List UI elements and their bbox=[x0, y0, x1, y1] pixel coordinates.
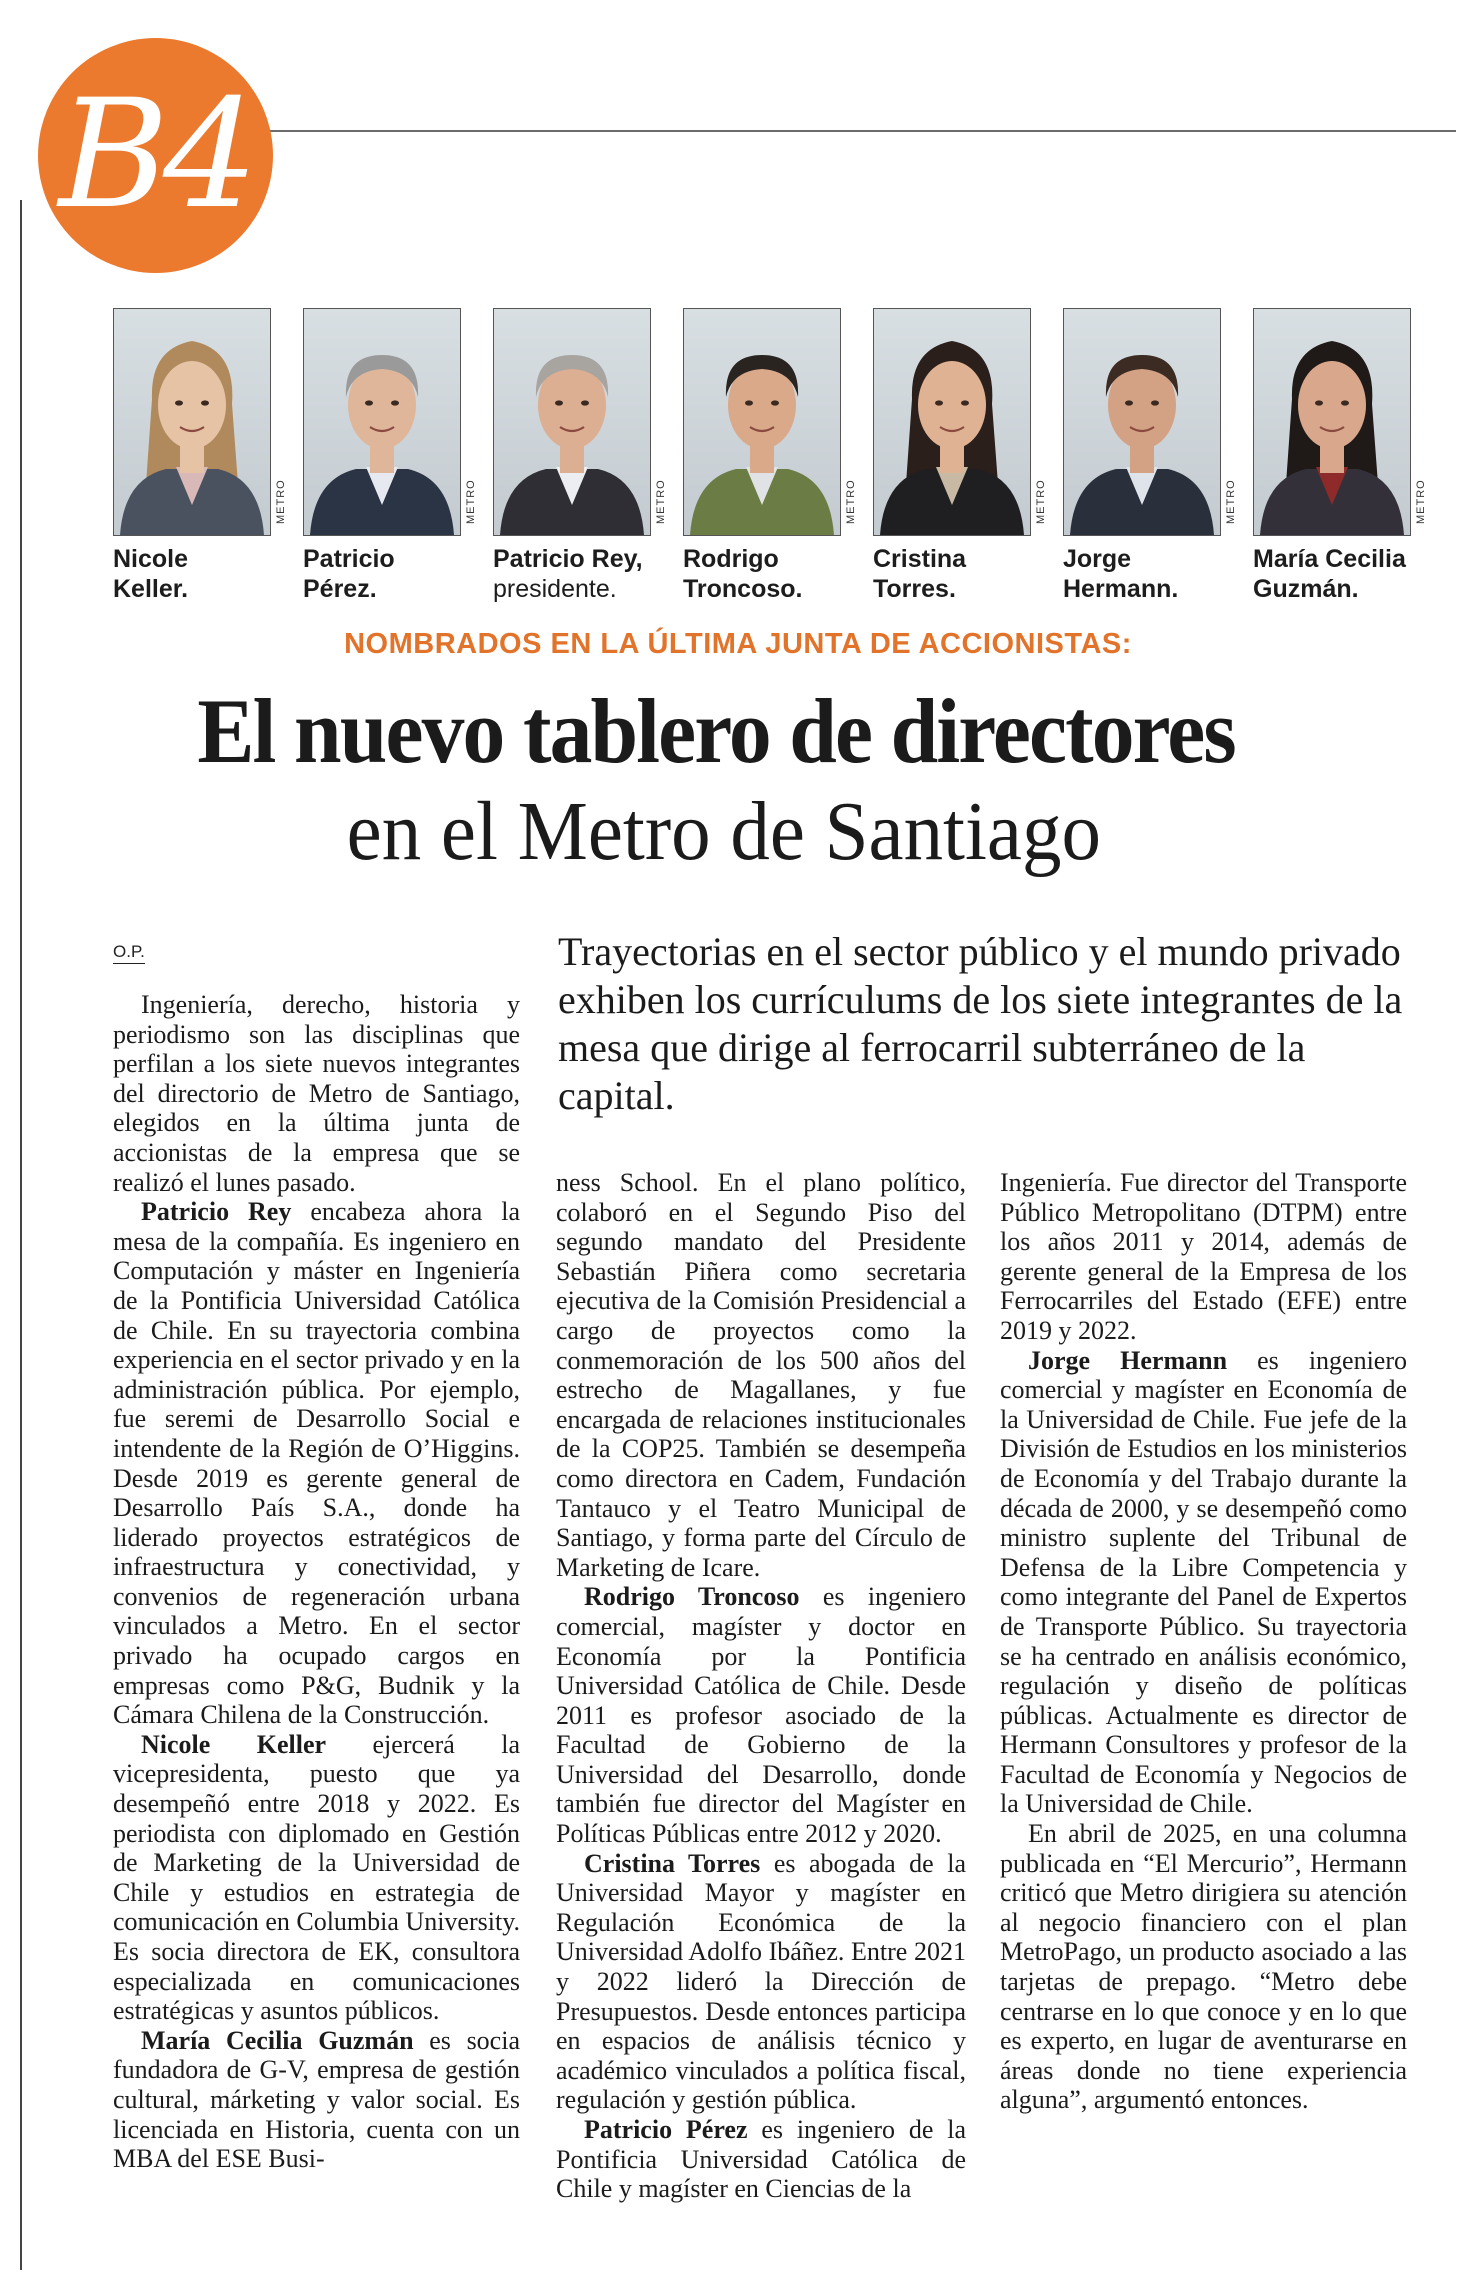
director-caption bbox=[873, 544, 1051, 604]
director-photo bbox=[683, 308, 857, 536]
director-name-line-2: Torres. bbox=[873, 575, 956, 603]
director-role: presidente. bbox=[493, 575, 617, 603]
director-photo bbox=[113, 308, 287, 536]
paragraph bbox=[113, 2026, 520, 2174]
director-photo bbox=[1253, 308, 1427, 536]
person-name: Jorge Hermann bbox=[1028, 1345, 1228, 1375]
paragraph-text: es socia fundadora de G-V, empresa de gestión cultural, márketing y valor social. Es licenciada en Historia, cuenta con un MBA del ESE Busi- bbox=[113, 2025, 520, 2174]
paragraph bbox=[556, 1582, 966, 1848]
article-column-3 bbox=[1000, 1168, 1407, 2115]
kicker: NOMBRADOS EN LA ÚLTIMA JUNTA DE ACCIONISTAS: bbox=[344, 628, 1132, 660]
director-name: Patricio Rey, bbox=[493, 545, 643, 573]
director-name: Jorge bbox=[1063, 545, 1132, 573]
director-photo bbox=[303, 308, 477, 536]
paragraph bbox=[1000, 1346, 1407, 1820]
person-name: Patricio Pérez bbox=[584, 2115, 748, 2144]
director-caption bbox=[303, 544, 481, 604]
director-card bbox=[683, 308, 861, 604]
deck-summary: Trayectorias en el sector público y el mundo privado exhiben los currículums de los siete integrantes de la mesa que dirige al ferrocarril subterráneo de la capital. bbox=[558, 929, 1403, 1118]
left-margin-rule bbox=[20, 200, 22, 2270]
paragraph-text: ejercerá la vicepresidenta, puesto que ya desempeñó entre 2018 y 2022. Es periodista con diplomado en Gestión de Marketing de la Universidad de Chile y estudios en estrategia de comunicación en Columbia University. Es socia directora de EK, consultora especializada en comunicaciones estratégicas y asuntos públicos. bbox=[113, 1729, 520, 2026]
person-name: Cristina Torres bbox=[584, 1848, 761, 1878]
paragraph: ness School. En el plano político, colaboró en el Segundo Piso del segundo mandato del Presidente Sebastián Piñera como secretaria ejecutiva de la Comisión Presidencial a cargo de proyectos como la conmemoración de los 500 años del estrecho de Magallanes, y fue encargada de relaciones institucionales de la COP25. También se desempeña como directora en Cadem, Fundación Tantauco y el Teatro Municipal de Santiago, y forma parte del Círculo de Marketing de Icare. bbox=[556, 1168, 966, 1582]
director-name: Cristina bbox=[873, 545, 967, 573]
photo-credit: METRO bbox=[845, 479, 857, 525]
paragraph-text: es ingeniero comercial y magíster en Economía de la Universidad de Chile. Fue jefe de la División de Estudios en los ministerios de Economía y del Trabajo durante la década de 2000, y se desempeñó como ministro suplente del Tribunal de Defensa de la Libre Competencia y como integrante del Panel de Expertos de Transporte Público. Su trayectoria se ha centrado en análisis económico, regulación y diseño de políticas públicas. Actualmente es director de Hermann Consultores y profesor de la Facultad de Economía y Negocios de la Universidad de Chile. bbox=[1000, 1345, 1407, 1819]
byline: O.P. bbox=[113, 942, 145, 964]
article-column-2 bbox=[556, 1168, 966, 2204]
photo-credit: METRO bbox=[465, 479, 477, 525]
paragraph-text: es ingeniero de la Pontificia Universidad Católica de Chile y magíster en Ciencias de la bbox=[556, 2115, 966, 2204]
paragraph: Ingeniería. Fue director del Transporte Público Metropolitano (DTPM) entre los años 2011 y 2014, además de gerente general de la Empresa de los Ferrocarriles del Estado (EFE) entre 2019 y 2022. bbox=[1000, 1168, 1407, 1345]
director-photo bbox=[1063, 308, 1237, 536]
header-rule bbox=[260, 130, 1456, 132]
photo-credit: METRO bbox=[1415, 479, 1427, 525]
director-caption bbox=[1063, 544, 1241, 604]
director-name-line-2: Hermann. bbox=[1063, 575, 1179, 603]
headline-line-2: en el Metro de Santiago bbox=[346, 785, 1101, 878]
page-number-badge: B4 bbox=[38, 38, 273, 273]
photo-credit: METRO bbox=[655, 479, 667, 525]
headline-line-1: El nuevo tablero de directores bbox=[197, 680, 1235, 782]
director-caption bbox=[113, 544, 291, 604]
director-card bbox=[493, 308, 671, 604]
director-name: María Cecilia bbox=[1253, 545, 1406, 573]
director-portraits bbox=[113, 308, 1427, 608]
paragraph: Ingeniería, derecho, historia y periodismo son las disciplinas que perfilan a los siete nuevos integrantes del directorio de Metro de Santiago, elegidos en la última junta de accionistas de la empresa que se realizó el lunes pasado. bbox=[113, 990, 520, 1197]
paragraph bbox=[113, 1197, 520, 1730]
director-photo bbox=[873, 308, 1047, 536]
paragraph-text: encabeza ahora la mesa de la compañía. Es ingeniero en Computación y máster en Ingeniería de la Pontificia Universidad Católica de Chile. En su trayectoria combina experiencia en el sector privado y en la administración pública. Por ejemplo, fue seremi de Desarrollo Social e intendente de la Región de O’Higgins. Desde 2019 es gerente general de Desarrollo País S.A., donde ha liderado proyectos estratégicos de infraestructura y conectividad, y convenios de regeneración urbana vinculados a Metro. En el sector privado ha ocupado cargos en empresas como P&G, Budnik y la Cámara Chilena de la Construcción. bbox=[113, 1197, 520, 1730]
director-card bbox=[873, 308, 1051, 604]
paragraph-text: es ingeniero comercial, magíster y doctor en Economía por la Pontificia Universidad Católica de Chile. Desde 2011 es profesor asociado de la Facultad de Gobierno de la Universidad del Desarrollo, donde también fue director del Magíster en Políticas Públicas entre 2012 y 2020. bbox=[556, 1582, 967, 1849]
director-caption bbox=[493, 544, 671, 604]
paragraph: En abril de 2025, en una columna publicada en “El Mercurio”, Hermann criticó que Metro dirigiera su atención al negocio financiero con el plan MetroPago, un producto asociado a las tarjetas de prepago. “Metro debe centrarse en lo que conoce y en lo que es experto, en lugar de aventurarse en áreas donde no tiene experiencia alguna”, argumentó entonces. bbox=[1000, 1819, 1407, 2115]
person-name: María Cecilia Guzmán bbox=[141, 2025, 414, 2055]
photo-credit: METRO bbox=[1035, 479, 1047, 525]
director-caption bbox=[1253, 544, 1431, 604]
person-name: Nicole Keller bbox=[141, 1729, 327, 1759]
director-caption bbox=[683, 544, 861, 604]
paragraph bbox=[113, 1730, 520, 2026]
director-card bbox=[113, 308, 291, 604]
photo-credit: METRO bbox=[275, 479, 287, 525]
paragraph-text: es abogada de la Universidad Mayor y magíster en Regulación Económica de la Universidad Adolfo Ibáñez. Entre 2021 y 2022 lideró la Dirección de Presupuestos. Desde entonces participa en espacios de análisis técnico y académico vinculados a política fiscal, regulación y gestión pública. bbox=[556, 1848, 966, 2115]
director-card bbox=[303, 308, 481, 604]
director-photo bbox=[493, 308, 667, 536]
director-card bbox=[1253, 308, 1431, 604]
director-card bbox=[1063, 308, 1241, 604]
director-name-line-2: Troncoso. bbox=[683, 575, 803, 603]
article-column-1 bbox=[113, 990, 520, 2174]
director-name: Patricio bbox=[303, 545, 395, 573]
director-name-line-2: Keller. bbox=[113, 575, 189, 603]
director-name: Rodrigo bbox=[683, 545, 779, 573]
paragraph bbox=[556, 2115, 966, 2204]
director-name-line-2: Pérez. bbox=[303, 575, 377, 603]
person-name: Patricio Rey bbox=[141, 1197, 292, 1227]
person-name: Rodrigo Troncoso bbox=[584, 1582, 800, 1612]
photo-credit: METRO bbox=[1225, 479, 1237, 525]
director-name-line-2: Guzmán. bbox=[1253, 575, 1359, 603]
paragraph bbox=[556, 1849, 966, 2115]
director-name: Nicole bbox=[113, 545, 189, 573]
